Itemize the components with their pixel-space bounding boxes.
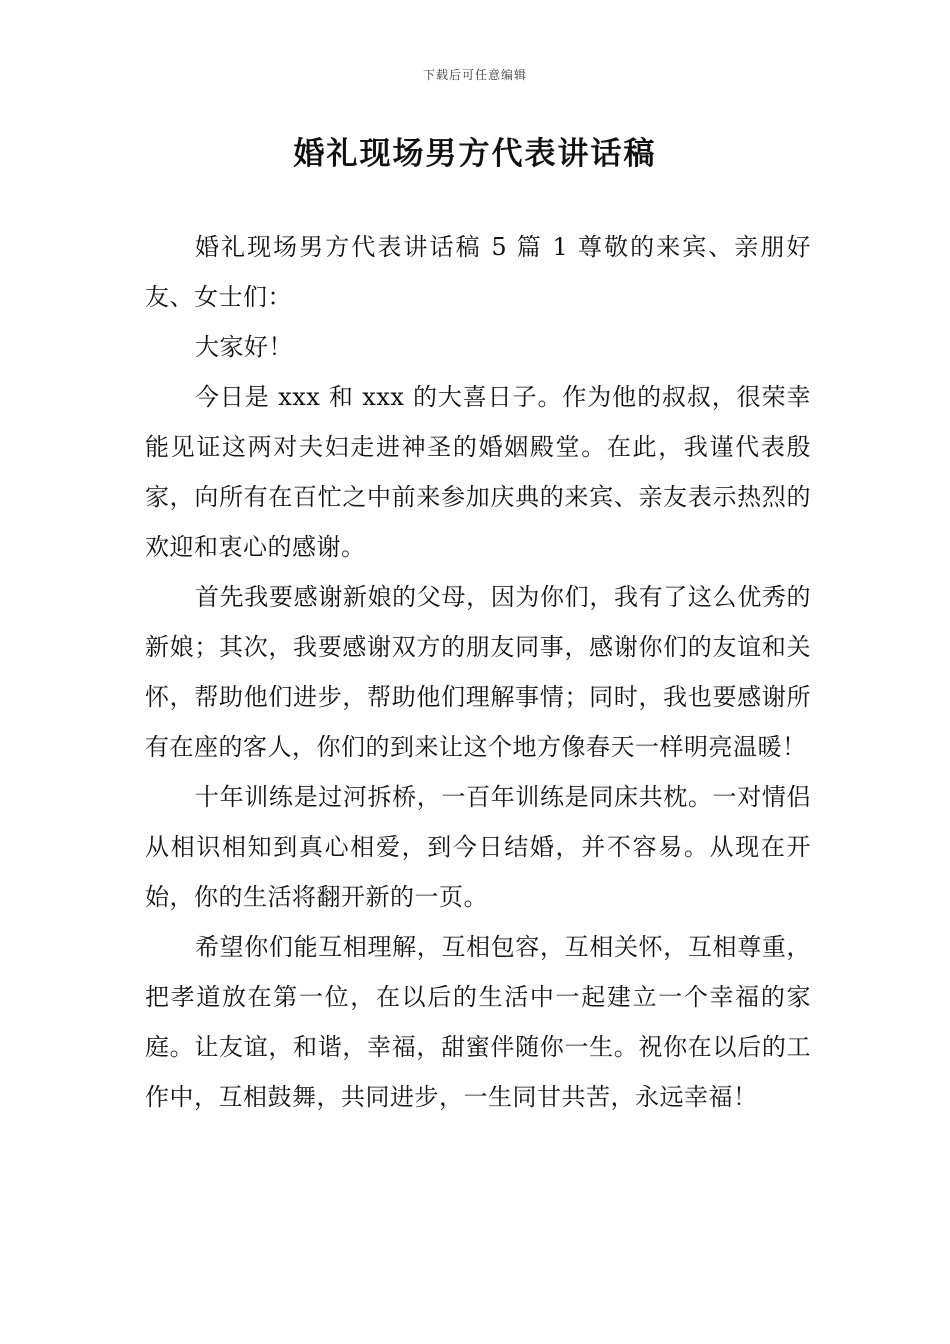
paragraph-greeting: 婚礼现场男方代表讲话稿 5 篇 1 尊敬的来宾、亲朋好友、女士们： [145, 233, 811, 311]
paragraph-hello: 大家好！ [195, 333, 293, 361]
paragraph-proverb: 十年训练是过河拆桥，一百年训练是同床共枕。一对情侣从相识相知到真心相爱，到今日结婚，并不容易。从现在开始，你的生活将翻开新的一页。 [145, 783, 811, 911]
paragraph-introduction: 今日是 xxx 和 xxx 的大喜日子。作为他的叔叔，很荣幸能见证这两对夫妇走进神圣的婚姻殿堂。在此，我谨代表殷家，向所有在百忙之中前来参加庆典的来宾、亲友表示热烈的欢迎和衷心的感谢。 [145, 383, 811, 561]
paragraph-thanks: 首先我要感谢新娘的父母，因为你们，我有了这么优秀的新娘；其次，我要感谢双方的朋友同事，感谢你们的友谊和关怀，帮助他们进步，帮助他们理解事情；同时，我也要感谢所有在座的客人，你们的到来让这个地方像春天一样明亮温暖！ [145, 583, 811, 761]
document-title: 婚礼现场男方代表讲话稿 [293, 136, 657, 172]
header-note: 下载后可任意编辑 [422, 68, 527, 82]
document-body [145, 222, 811, 1122]
paragraph-wishes: 希望你们能互相理解，互相包容，互相关怀，互相尊重，把孝道放在第一位，在以后的生活中一起建立一个幸福的家庭。让友谊，和谐，幸福，甜蜜伴随你一生。祝你在以后的工作中，互相鼓舞，共同进步，一生同甘共苦，永远幸福！ [145, 933, 811, 1111]
